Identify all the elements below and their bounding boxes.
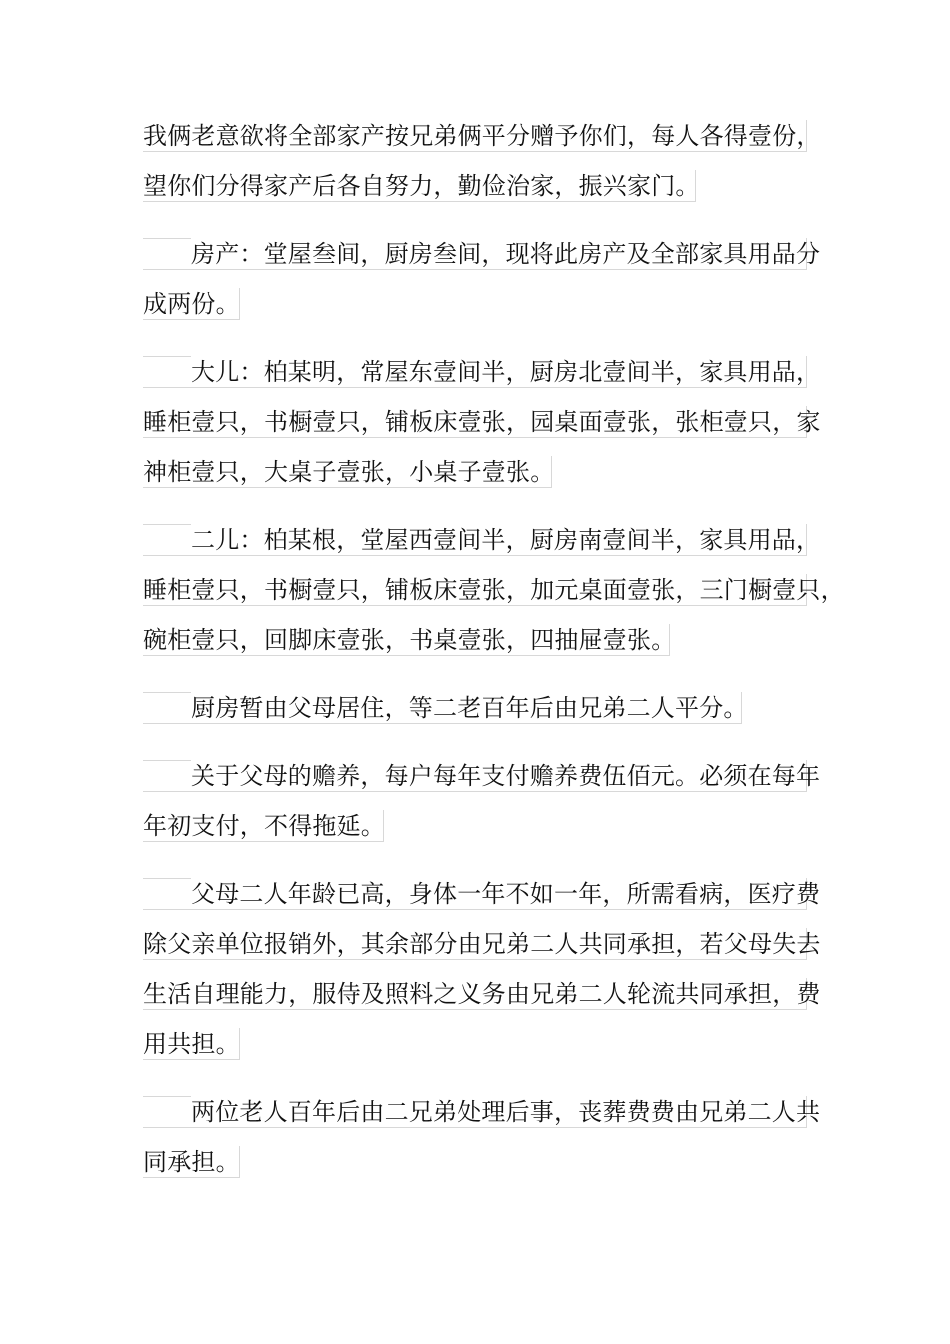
text-line: 二儿：柏某根，堂屋西壹间半，厨房南壹间半，家具用品， [143, 524, 807, 556]
text-line: 房产：堂屋叁间，厨房叁间，现将此房产及全部家具用品分 [143, 238, 807, 270]
text-line: 父母二人年龄已高，身体一年不如一年，所需看病，医疗费 [143, 878, 807, 910]
text-line: 成两份。 [143, 290, 240, 318]
text-line: 用共担。 [143, 1030, 240, 1058]
text-line: 睡柜壹只，书橱壹只，铺板床壹张，加元桌面壹张，三门橱壹只， [143, 576, 845, 604]
text-line: 除父亲单位报销外，其余部分由兄弟二人共同承担，若父母失去 [143, 930, 821, 958]
text-line: 厨房暂由父母居住，等二老百年后由兄弟二人平分。 [143, 692, 742, 724]
text-line: 年初支付，不得拖延。 [143, 812, 385, 840]
text-line: 生活自理能力，服侍及照料之义务由兄弟二人轮流共同承担，费 [143, 980, 821, 1008]
text-line: 大儿：柏某明，常屋东壹间半，厨房北壹间半，家具用品， [143, 356, 807, 388]
text-line: 我俩老意欲将全部家产按兄弟俩平分赠予你们，每人各得壹份， [143, 122, 821, 150]
text-line: 同承担。 [143, 1148, 240, 1176]
text-line: 神柜壹只，大桌子壹张，小桌子壹张。 [143, 458, 555, 486]
text-line: 望你们分得家产后各自努力，勤俭治家，振兴家门。 [143, 172, 700, 200]
text-line: 关于父母的赡养，每户每年支付赡养费伍佰元。必须在每年 [143, 760, 807, 792]
text-line: 碗柜壹只，回脚床壹张，书桌壹张，四抽屉壹张。 [143, 626, 676, 654]
text-line: 两位老人百年后由二兄弟处理后事，丧葬费费由兄弟二人共 [143, 1096, 807, 1128]
text-line: 睡柜壹只，书橱壹只，铺板床壹张，园桌面壹张，张柜壹只，家 [143, 408, 821, 436]
